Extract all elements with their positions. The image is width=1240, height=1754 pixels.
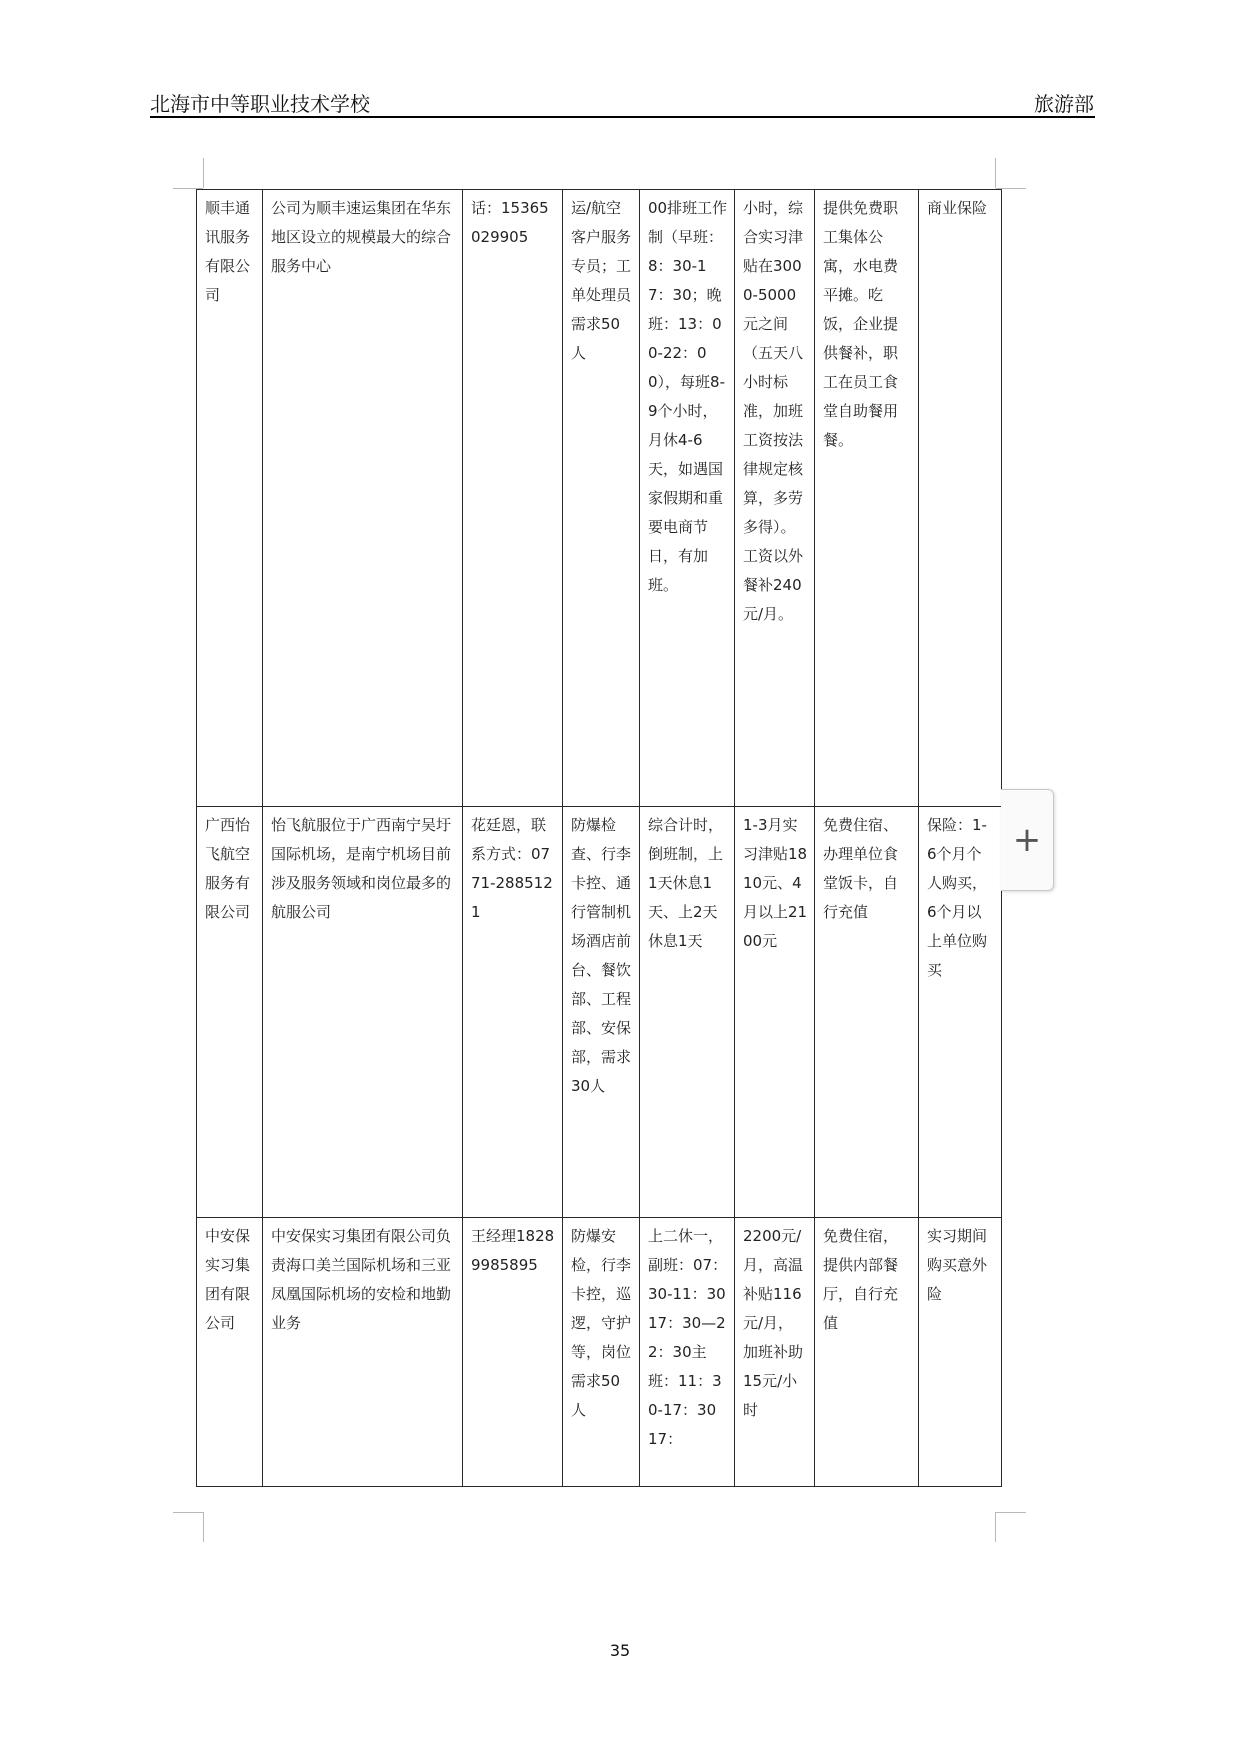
cell-contact: 花廷恩，联系方式：0771-2885121	[463, 807, 563, 1218]
cell-company: 顺丰通讯服务有限公司	[197, 190, 263, 807]
table-row	[197, 807, 1002, 1218]
cell-positions: 防爆安检，行李卡控，巡逻，守护等，岗位需求50人	[563, 1218, 640, 1487]
cell-insurance: 商业保险	[919, 190, 1002, 807]
table-row	[197, 190, 1002, 807]
header-divider	[150, 116, 1095, 118]
cell-positions: 运/航空客户服务专员；工单处理员需求50人	[563, 190, 640, 807]
cell-salary: 1-3月实习津贴1810元、4月以上2100元	[735, 807, 815, 1218]
cell-intro: 中安保实习集团有限公司负责海口美兰国际机场和三亚凤凰国际机场的安检和地勤业务	[263, 1218, 463, 1487]
cell-insurance: 保险：1-6个月个人购买，6个月以上单位购买	[919, 807, 1002, 1218]
cell-benefits: 免费住宿、办理单位食堂饭卡，自行充值	[815, 807, 919, 1218]
table-row	[197, 1218, 1002, 1487]
cell-company: 广西怡飞航空服务有限公司	[197, 807, 263, 1218]
cell-positions: 防爆检查、行李卡控、通行管制机场酒店前台、餐饮部、工程部、安保部，需求30人	[563, 807, 640, 1218]
cell-contact: 王经理18289985895	[463, 1218, 563, 1487]
crop-mark-top-right-v	[995, 158, 996, 188]
crop-mark-bottom-left-h	[173, 1512, 203, 1513]
cell-schedule: 综合计时，倒班制，上1天休息1天、上2天休息1天	[640, 807, 735, 1218]
cell-insurance: 实习期间购买意外险	[919, 1218, 1002, 1487]
cell-benefits: 免费住宿，提供内部餐厅，自行充值	[815, 1218, 919, 1487]
cell-contact: 话：15365029905	[463, 190, 563, 807]
crop-mark-bottom-left-v	[203, 1512, 204, 1542]
crop-mark-bottom-right-v	[995, 1512, 996, 1542]
crop-mark-bottom-right-h	[996, 1512, 1026, 1513]
cell-benefits: 提供免费职工集体公寓，水电费平摊。吃饭，企业提供餐补，职工在员工食堂自助餐用餐。	[815, 190, 919, 807]
page-number: 35	[609, 1641, 631, 1660]
crop-mark-top-left-v	[203, 158, 204, 188]
cell-company: 中安保实习集团有限公司	[197, 1218, 263, 1487]
cell-schedule: 00排班工作制（早班：8：30-17：30；晚班：13：00-22：00），每班8-9个小时，月休4-6天，如遇国家假期和重要电商节日，有加班。	[640, 190, 735, 807]
cell-intro: 怡飞航服位于广西南宁吴圩国际机场，是南宁机场目前涉及服务领域和岗位最多的航服公司	[263, 807, 463, 1218]
header-school-name: 北海市中等职业技术学校	[150, 92, 370, 116]
cell-salary: 小时，综合实习津贴在3000-5000元之间（五天八小时标准，加班工资按法律规定核算，多劳多得）。工资以外餐补240元/月。	[735, 190, 815, 807]
cell-intro: 公司为顺丰速运集团在华东地区设立的规模最大的综合服务中心	[263, 190, 463, 807]
add-row-button[interactable]	[1001, 789, 1054, 891]
cell-schedule: 上二休一，副班：07：30-11：30 17：30—22：30主班：11：30-17：30 17：	[640, 1218, 735, 1487]
internship-company-table	[196, 189, 1002, 1487]
cell-salary: 2200元/月，高温补贴116元/月，加班补助15元/小时	[735, 1218, 815, 1487]
header-department: 旅游部	[1034, 92, 1094, 116]
plus-icon: +	[1012, 820, 1042, 860]
